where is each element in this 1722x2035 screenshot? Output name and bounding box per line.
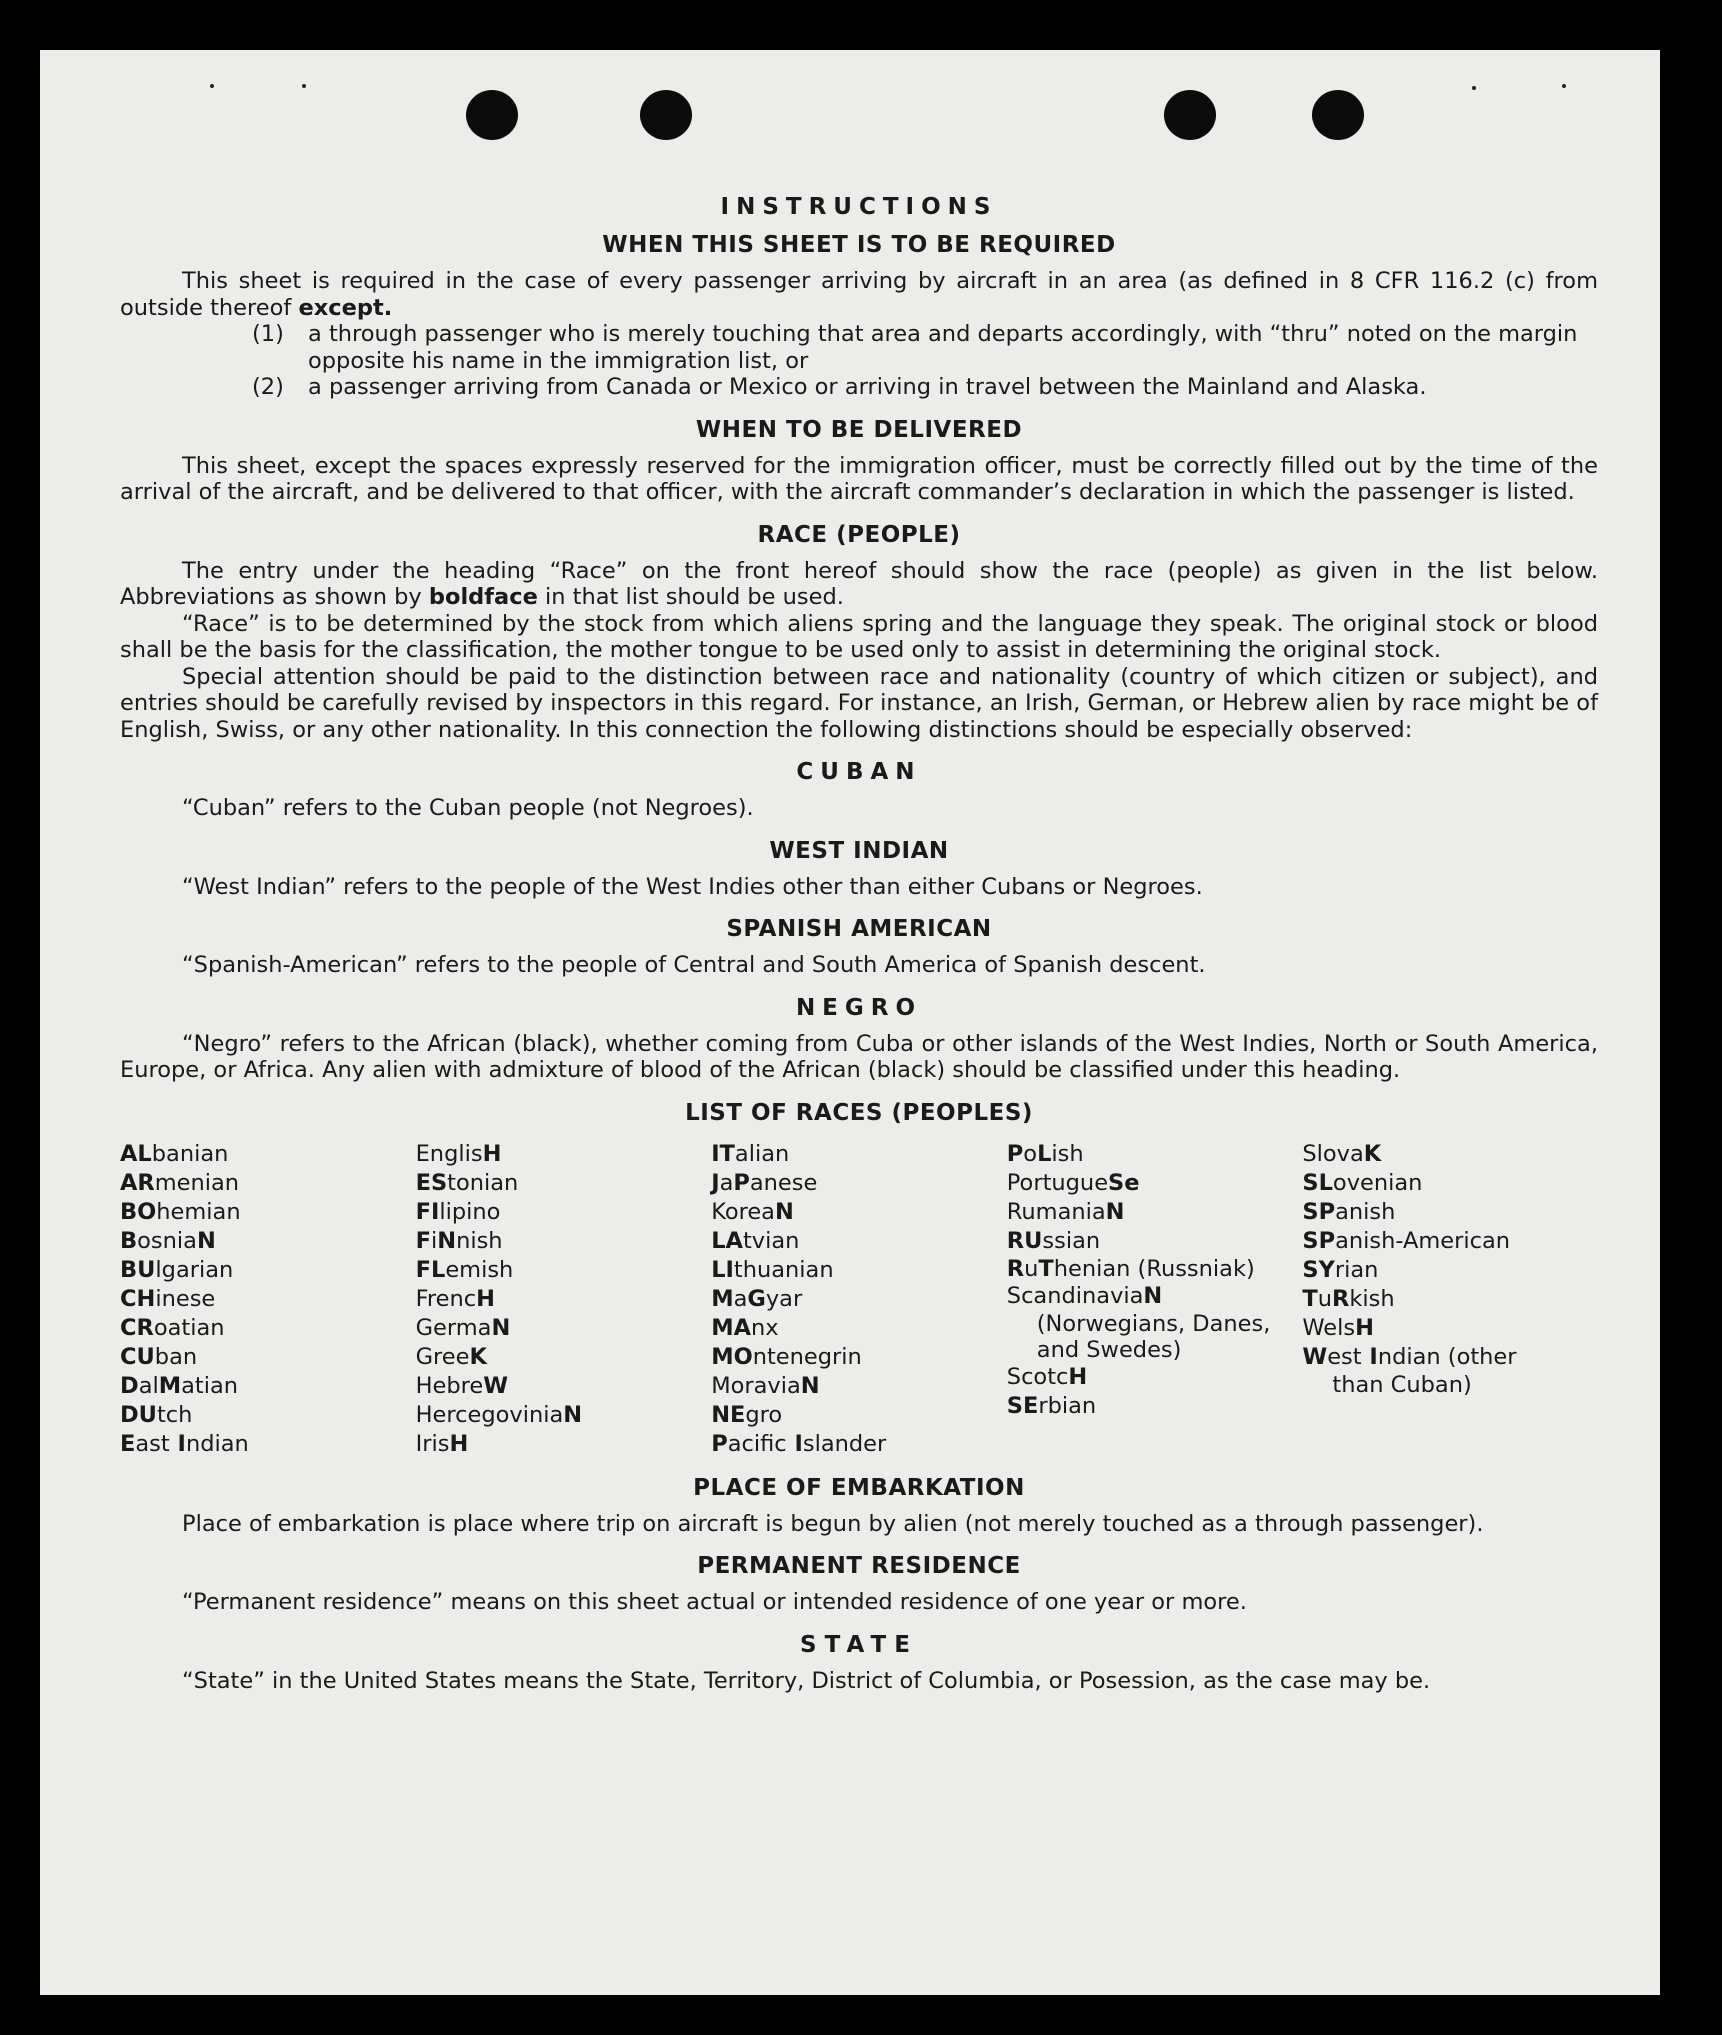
race-item: GermaN [415,1314,511,1341]
heading-negro: NEGRO [795,994,923,1021]
delivered-text: This sheet, except the spaces expressly reserved for the immigration officer, must be correctly filled out by the time of the arrival of the aircraft, and be delivered to that officer, with the aircraft commander’s declaration in which the passenger is listed. [120,452,1598,505]
negro-text: “Negro” refers to the African (black), whether coming from Cuba or other islands of the West Indies, North or South America, Europe, or Africa. Any alien with admixture of blood of the African (black) should be classified under this heading. [120,1030,1598,1083]
race-item: LAtvian [711,1227,800,1254]
race-item: BosniaN [120,1227,216,1254]
race-item: SYrian [1302,1256,1379,1283]
race-item: JaPanese [711,1169,818,1196]
heading-race: RACE (PEOPLE) [757,521,961,548]
race-column-5 [1302,1140,1598,1459]
race-item: HercegoviniaN [415,1401,583,1428]
race-item: MAnx [711,1314,779,1341]
speck [1562,84,1566,88]
instruction-sheet [40,50,1660,1995]
required-item-1: (1) a through passenger who is merely touching that area and departs accordingly, with “thru” noted on the margin opposite his name in the immigration list, or [252,321,1578,374]
race-item: SPanish [1302,1198,1396,1225]
heading-west-indian: WEST INDIAN [769,837,949,864]
west-indian-text: “West Indian” refers to the people of the West Indies other than either Cubans or Negroes. [182,873,1203,900]
race-item: DUtch [120,1401,193,1428]
race-item: MOntenegrin [711,1343,862,1370]
heading-cuban: CUBAN [796,759,922,785]
race-list [120,1140,1598,1459]
race-item: ITalian [711,1140,790,1167]
heading-permanent-residence: PERMANENT RESIDENCE [697,1553,1021,1579]
cuban-text: “Cuban” refers to the Cuban people (not Negroes). [182,795,754,821]
race-item: RumaniaN [1006,1198,1125,1225]
race-item: MoraviaN [711,1372,820,1399]
race-item: CUban [120,1343,198,1370]
speck [302,84,306,88]
punch-hole [466,90,518,140]
race-item: than Cuban) [1332,1371,1472,1398]
race-item: FLemish [415,1256,514,1283]
race-column-1 [120,1140,416,1459]
race-paragraph-2: “Race” is to be determined by the stock from which aliens spring and the language they speak. The original stock or blood shall be the basis for the classification, the mother tongue to be used only to assist in determining the original stock. [120,610,1598,663]
punch-hole [1164,90,1216,140]
heading-state: STATE [800,1631,918,1658]
race-item: BOhemian [120,1198,241,1225]
race-item: PortugueSe [1006,1169,1140,1196]
race-item: SPanish-American [1302,1227,1511,1254]
race-item: GreeK [415,1343,487,1370]
race-item: EnglisH [415,1140,502,1167]
speck [210,84,214,88]
race-item: CRoatian [120,1314,225,1341]
race-item: FIlipino [415,1198,501,1225]
race-item: DalMatian [120,1372,239,1399]
sheet-content [120,192,1598,1694]
race-item: PoLish [1006,1140,1084,1167]
race-item: MaGyar [711,1285,803,1312]
race-item: TuRkish [1302,1285,1395,1312]
race-column-3 [711,1140,1007,1459]
race-item: WelsH [1302,1314,1374,1341]
race-item: RuThenian (Russniak) [1006,1255,1255,1282]
race-column-2 [416,1140,712,1459]
race-item: IrisH [415,1430,469,1457]
race-item: CHinese [120,1285,216,1312]
heading-delivered: WHEN TO BE DELIVERED [695,416,1023,443]
race-item: ScotcH [1006,1363,1088,1390]
heading-spanish-american: SPANISH AMERICAN [726,916,992,942]
embarkation-text: Place of embarkation is place where trip on aircraft is begun by alien (not merely touched as a through passenger). [182,1510,1484,1537]
race-item: ARmenian [120,1169,240,1196]
heading-required: WHEN THIS SHEET IS TO BE REQUIRED [602,232,1116,258]
race-item: KoreaN [711,1198,794,1225]
race-item: HebreW [415,1372,509,1399]
race-item: SlovaK [1302,1140,1382,1167]
race-item: ScandinaviaN [1006,1282,1163,1309]
race-item: EStonian [415,1169,519,1196]
race-paragraph-3: Special attention should be paid to the distinction between race and nationality (country of which citizen or subject), and entries should be carefully revised by inspectors in this regard. For instance, an Irish, German, or Hebrew alien by race might be of English, Swiss, or any other nationality. In this connection the following distinctions should be especially observed: [120,663,1598,743]
residence-text: “Permanent residence” means on this sheet actual or intended residence of one year or more. [182,1589,1247,1615]
race-item: East Indian [120,1430,249,1457]
race-column-4 [1007,1140,1303,1459]
race-item: RUssian [1006,1227,1101,1254]
race-item: FrencH [415,1285,495,1312]
race-item: BUlgarian [120,1256,234,1283]
required-text: This sheet is required in the case of every passenger arriving by aircraft in an area (as defined in 8 CFR 116.2 (c) from outside thereof except. [120,268,1598,321]
race-item: LIthuanian [711,1256,834,1283]
required-item-2: (2) a passenger arriving from Canada or Mexico or arriving in travel between the Mainland and Alaska. [252,374,1427,400]
spanish-american-text: “Spanish-American” refers to the people of Central and South America of Spanish descent. [182,952,1206,978]
page-title: INSTRUCTIONS [720,194,998,220]
race-item: West Indian (other [1302,1343,1517,1370]
punch-hole [1312,90,1364,140]
speck [1472,86,1476,90]
punch-hole [640,90,692,140]
heading-embarkation: PLACE OF EMBARKATION [693,1474,1025,1501]
heading-list-of-races: LIST OF RACES (PEOPLES) [685,1099,1033,1126]
race-item: (Norwegians, Danes, and Swedes) [1036,1310,1271,1363]
race-item: SLovenian [1302,1169,1423,1196]
state-text: “State” in the United States means the State, Territory, District of Columbia, or Posession, as the case may be. [182,1667,1431,1694]
race-item: FiNnish [415,1227,503,1254]
race-item: ALbanian [120,1140,229,1167]
race-item: Pacific Islander [711,1430,887,1457]
race-item: NEgro [711,1401,783,1428]
race-paragraph-1: The entry under the heading “Race” on the front hereof should show the race (people) as given in the list below. Abbreviations as shown by boldface in that list should be used. [120,557,1598,610]
race-item: SErbian [1006,1392,1097,1419]
